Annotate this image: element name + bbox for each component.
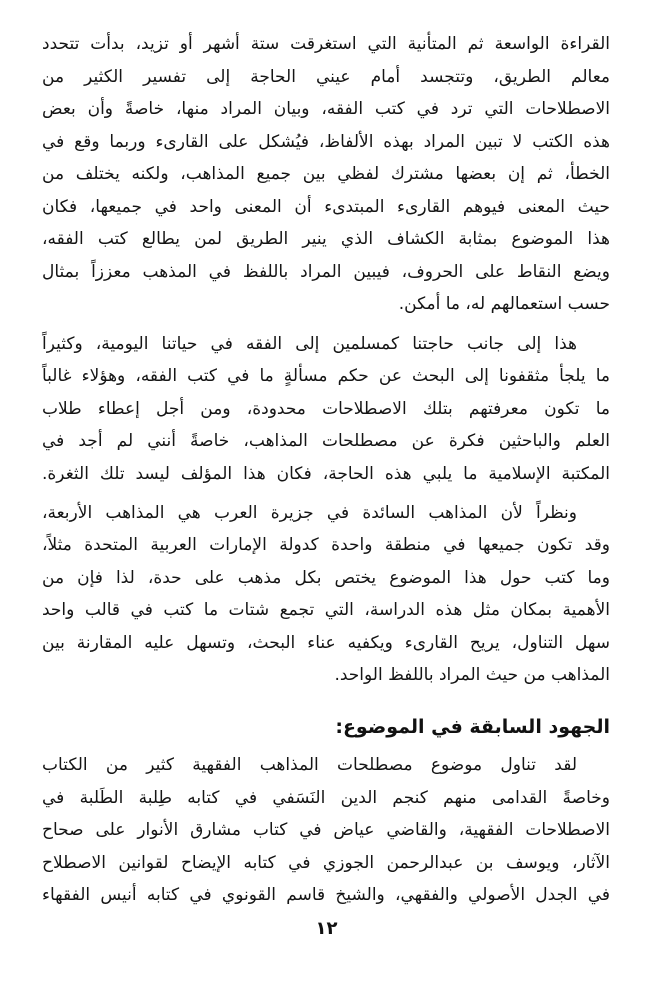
- text-line: ما يلجأ مثقفونا إلى البحث عن حكم مسألةٍ ما في كتب الفقه، وهؤلاء غالباً: [42, 366, 610, 386]
- text-line: القراءة الواسعة ثم المتأنية التي استغرقت ستة أشهر أو تزيد، بدأت تتحدد: [42, 34, 610, 54]
- text-line: الخطأ، ثم إن بعضها مشترك لفظي بين جميع المذاهب، ولكنه يختلف من: [42, 164, 610, 184]
- text-line: سهل التناول، يريح القارىء ويكفيه عناء البحث، وتسهل عليه المقارنة بين: [42, 633, 610, 653]
- text-line: لقد تناول موضوع مصطلحات المذاهب الفقهية كثير من الكتاب: [42, 755, 577, 775]
- text-line: ما تكون معرفتهم بتلك الاصطلاحات محدودة، ومن أجل إعطاء طلاب: [42, 399, 610, 419]
- text-line: وقد تكون جميعها في منطقة واحدة كدولة الإمارات العربية المتحدة مثلاً،: [42, 535, 610, 555]
- text-line: ونظراً لأن المذاهب السائدة في جزيرة العرب هي المذاهب الأربعة،: [42, 503, 577, 523]
- text-line: وخاصةً القدامى منهم كنجم الدين النَسَفي في كتابه طِلبة الطَلبة في: [42, 788, 610, 808]
- text-line: الاصطلاحات الفقهية، والقاضي عياض في كتاب مشارق الأنوار على صحاح: [42, 820, 610, 840]
- section-heading: الجهود السابقة في الموضوع:: [335, 716, 610, 738]
- page-number: ١٢: [315, 918, 338, 939]
- text-line: العلم والباحثين فكرة عن مصطلحات المذاهب، خاصةً أنني لم أجد في: [42, 431, 610, 451]
- text-line: في الجدل الأصولي والفقهي، والشيخ قاسم القونوي في كتابه أنيس الفقهاء: [42, 885, 610, 905]
- text-line: هذا إلى جانب حاجتنا كمسلمين إلى الفقه في حياتنا اليومية، وكثيراً: [42, 334, 577, 354]
- text-line: حسب استعمالهم له، ما أمكن.: [398, 294, 610, 314]
- text-line: ويضع النقاط على الحروف، فيبين المراد باللفظ في المذهب معززاً بمثال: [42, 262, 610, 282]
- text-line: معالم الطريق، وتتجسد أمام عيني الحاجة إلى تفسير الكثير من: [42, 67, 610, 87]
- text-line: الاصطلاحات التي ترد في كتب الفقه، وبيان المراد منها، خاصةً وأن بعض: [42, 99, 610, 119]
- text-line: هذا الموضوع بمثابة الكشاف الذي ينير الطريق لمن يطالع كتب الفقه،: [42, 229, 610, 249]
- text-line: المذاهب من حيث المراد باللفظ الواحد.: [334, 665, 610, 685]
- text-line: هذه الكتب لا تبين المراد بهذه الألفاظ، فيُشكل على القارىء وربما وقع في: [42, 132, 610, 152]
- text-line: حيث المعنى فيوهم القارىء المبتدىء أن المعنى واحد في جميعها، فكان: [42, 197, 610, 217]
- text-line: الآثار، ويوسف بن عبدالرحمن الجوزي في كتابه الإيضاح لقوانين الاصطلاح: [42, 853, 610, 873]
- text-line: المكتبة الإسلامية ما يلبي هذه الحاجة، فكان هذا المؤلف ليسد تلك الثغرة.: [42, 464, 610, 484]
- text-line: وما كتب حول هذا الموضوع يختص بكل مذهب على حدة، لذا فإن من: [42, 568, 610, 588]
- text-line: الأهمية بمكان مثل هذه الدراسة، التي تجمع شتات ما كتب في قالب واحد: [42, 600, 610, 620]
